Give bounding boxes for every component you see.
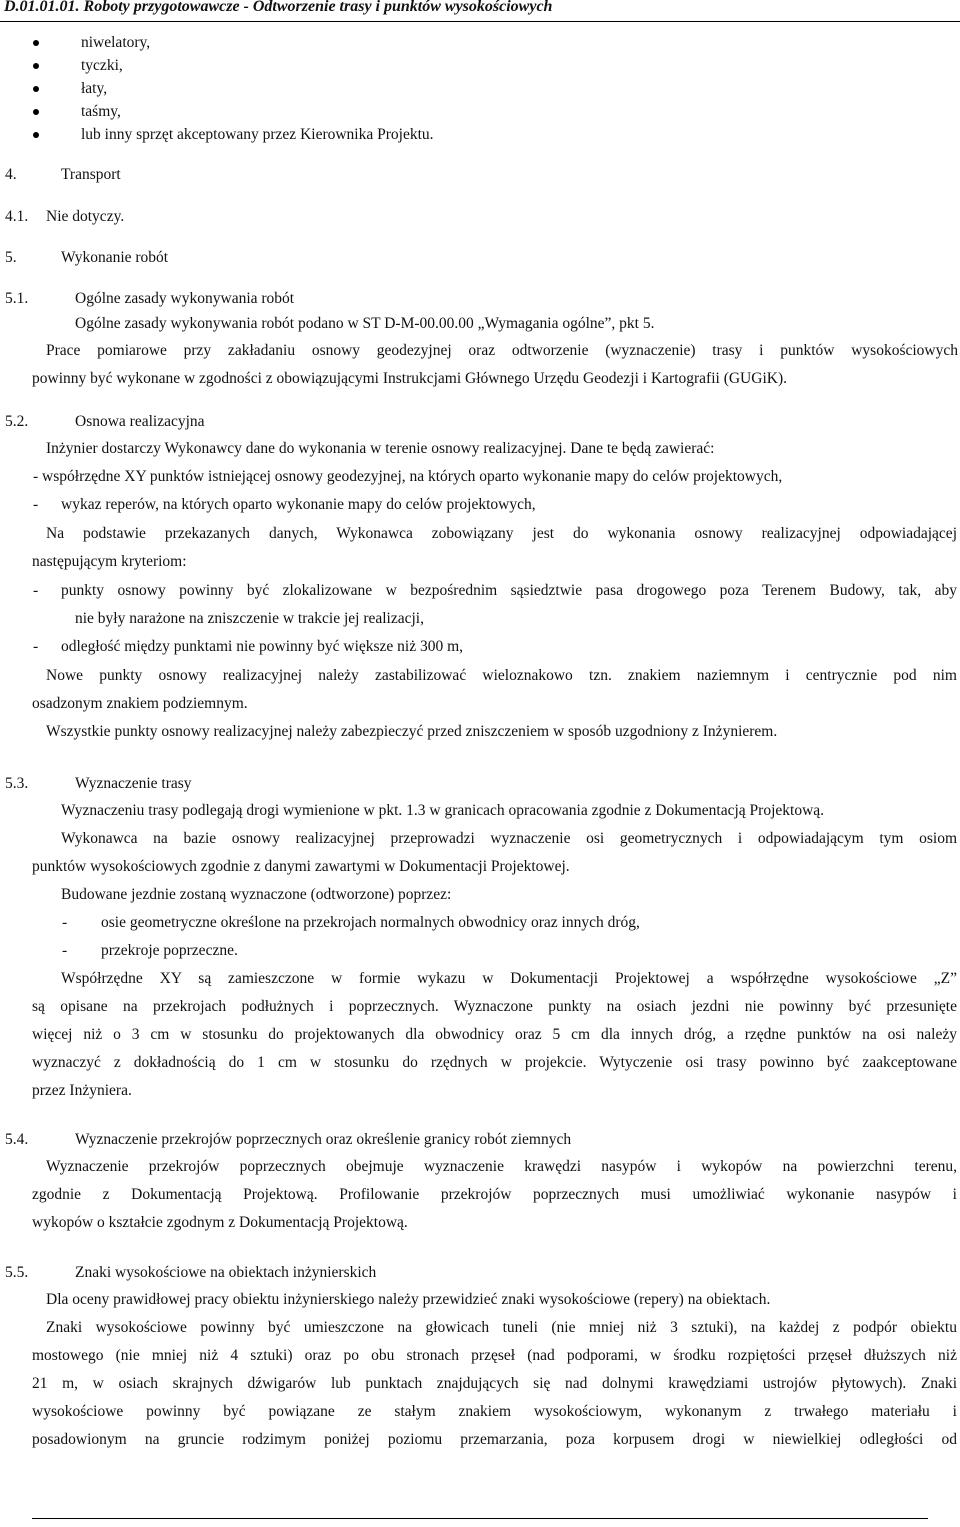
paragraph-line: 21 m, w osiach skrajnych dźwigarów lub punktach znajdujących się nad dolnymi krawędziami ustrojów płytowych). Znaki xyxy=(32,1375,957,1392)
list-dash: - xyxy=(33,582,39,599)
section-heading: Wykonanie robót xyxy=(61,249,169,266)
list-item-continuation: nie były narażone na zniszczenie w trakcie jej realizacji, xyxy=(75,610,424,627)
footer-divider xyxy=(32,1518,928,1519)
list-dash: - xyxy=(62,942,68,959)
paragraph-line: mostowego (nie mniej niż 4 sztuki) oraz po obu stronach przęseł (nad podporami, w środku rozpiętości przęseł dłuższych niż xyxy=(32,1347,957,1364)
subsection-heading: Osnowa realizacyjna xyxy=(75,413,205,430)
paragraph-line: Wyznaczeniu trasy podlegają drogi wymienione w pkt. 1.3 w granicach opracowania zgodnie z Dokumentacją Projektową. xyxy=(61,802,825,819)
subsection-number: 5.4. xyxy=(5,1131,29,1148)
paragraph-line: wysokościowe powinny być powiązane ze stałym znakiem wysokościowym, wykonanym z trwałego materiału i xyxy=(32,1403,957,1420)
paragraph-line: więcej niż o 3 cm w stosunku do projektowanych dla obwodnicy oraz 5 cm dla innych dróg, a rzędne punktów na osi należy xyxy=(32,1026,957,1043)
paragraph-line: są opisane na przekrojach podłużnych i poprzecznych. Wyznaczone punkty na osiach jezdni nie powinny być przesunięte xyxy=(32,998,957,1015)
bullet-icon xyxy=(33,63,39,69)
paragraph-line: Wyznaczenie przekrojów poprzecznych obejmuje wyznaczenie krawędzi nasypów i wykopów na powierzchni terenu, xyxy=(46,1158,957,1175)
bullet-icon xyxy=(33,109,39,115)
bullet-icon xyxy=(33,40,39,46)
list-item: - współrzędne XY punktów istniejącej osnowy geodezyjnej, na których oparto wykonanie mapy do celów projektowych, xyxy=(33,468,783,485)
paragraph-line: powinny być wykonane w zgodności z obowiązującymi Instrukcjami Głównego Urzędu Geodezji i Kartografii (GUGiK). xyxy=(32,370,787,387)
paragraph-line: Nie dotyczy. xyxy=(46,208,125,225)
list-item: wykaz reperów, na których oparto wykonanie mapy do celów projektowych, xyxy=(61,496,536,513)
list-item: tyczki, xyxy=(81,57,123,74)
paragraph-line: Inżynier dostarczy Wykonawcy dane do wykonania w terenie osnowy realizacyjnej. Dane te będą zawierać: xyxy=(46,440,715,457)
paragraph-line: Znaki wysokościowe powinny być umieszczone na głowicach tuneli (nie mniej niż 3 sztuki), na każdej z podpór obiektu xyxy=(46,1319,957,1336)
subsection-number: 5.2. xyxy=(5,413,29,430)
list-item: łaty, xyxy=(81,80,108,97)
paragraph-line: osadzonym znakiem podziemnym. xyxy=(32,695,248,712)
subsection-heading: Ogólne zasady wykonywania robót xyxy=(75,290,295,307)
subsection-number: 5.5. xyxy=(5,1264,29,1281)
paragraph-line: Budowane jezdnie zostaną wyznaczone (odtworzone) poprzez: xyxy=(61,886,452,903)
paragraph-line: Wykonawca na bazie osnowy realizacyjnej przeprowadzi wyznaczenie osi geometrycznych i odpowiadającym tym osiom xyxy=(61,830,957,847)
subsection-heading: Znaki wysokościowe na obiektach inżynierskich xyxy=(75,1264,377,1281)
section-number: 5. xyxy=(5,249,17,266)
section-heading: Transport xyxy=(61,166,121,183)
subsection-number: 5.3. xyxy=(5,775,29,792)
paragraph-line: wykopów o kształcie zgodnym z Dokumentacją Projektową. xyxy=(32,1214,408,1231)
list-item: lub inny sprzęt akceptowany przez Kierownika Projektu. xyxy=(81,126,434,143)
paragraph-line: następującym kryteriom: xyxy=(32,553,187,570)
section-number: 4. xyxy=(5,166,17,183)
list-item: przekroje poprzeczne. xyxy=(101,942,238,959)
subsection-heading: Wyznaczenie trasy xyxy=(75,775,192,792)
list-dash: - xyxy=(33,638,39,655)
paragraph-line: punktów wysokościowych zgodnie z danymi zawartymi w Dokumentacji Projektowej. xyxy=(32,858,570,875)
bullet-icon xyxy=(33,132,39,138)
document-title: D.01.01.01. Roboty przygotowawcze - Odtworzenie trasy i punktów wysokościowych xyxy=(4,0,553,15)
list-item: osie geometryczne określone na przekrojach normalnych obwodnicy oraz innych dróg, xyxy=(101,914,640,931)
paragraph-line: zgodnie z Dokumentacją Projektową. Profilowanie przekrojów poprzecznych musi umożliwiać wykonanie nasypów i xyxy=(32,1186,957,1203)
paragraph-line: Ogólne zasady wykonywania robót podano w ST D-M-00.00.00 „Wymagania ogólne”, pkt 5. xyxy=(75,315,655,332)
list-item: niwelatory, xyxy=(81,34,151,51)
list-item: odległość między punktami nie powinny być większe niż 300 m, xyxy=(61,638,464,655)
paragraph-line: Na podstawie przekazanych danych, Wykonawca zobowiązany jest do wykonania osnowy realizacyjnej odpowiadającej xyxy=(46,525,957,542)
list-dash: - xyxy=(33,496,39,513)
list-dash: - xyxy=(62,914,68,931)
paragraph-line: Wszystkie punkty osnowy realizacyjnej należy zabezpieczyć przed zniszczeniem w sposób uzgodniony z Inżynierem. xyxy=(46,723,778,740)
paragraph-line: Dla oceny prawidłowej pracy obiektu inżynierskiego należy przewidzieć znaki wysokościowe (repery) na obiektach. xyxy=(46,1291,771,1308)
subsection-heading: Wyznaczenie przekrojów poprzecznych oraz określenie granicy robót ziemnych xyxy=(75,1131,572,1148)
paragraph-line: Współrzędne XY są zamieszczone w formie wykazu w Dokumentacji Projektowej a współrzędne wysokościowe „Z” xyxy=(61,970,957,987)
list-item: punkty osnowy powinny być zlokalizowane w bezpośrednim sąsiedztwie pasa drogowego poza Terenem Budowy, tak, aby xyxy=(61,582,957,599)
header-divider xyxy=(0,21,960,22)
paragraph-line: Nowe punkty osnowy realizacyjnej należy zastabilizować wieloznakowo tzn. znakiem naziemnym i centrycznie pod nim xyxy=(46,667,957,684)
paragraph-line: Prace pomiarowe przy zakładaniu osnowy geodezyjnej oraz odtworzenie (wyznaczenie) trasy i punktów wysokościowych xyxy=(46,342,958,359)
subsection-number: 4.1. xyxy=(5,208,29,225)
paragraph-line: przez Inżyniera. xyxy=(32,1082,132,1099)
paragraph-line: wyznaczyć z dokładnością do 1 cm w stosunku do rzędnych w projekcie. Wytyczenie osi trasy powinno być zaakceptowane xyxy=(32,1054,957,1071)
paragraph-line: posadowionym na gruncie rodzimym poniżej poziomu przemarzania, poza korpusem drogi w niewielkiej odległości od xyxy=(32,1431,957,1448)
bullet-icon xyxy=(33,86,39,92)
list-item: taśmy, xyxy=(81,103,121,120)
subsection-number: 5.1. xyxy=(5,290,29,307)
